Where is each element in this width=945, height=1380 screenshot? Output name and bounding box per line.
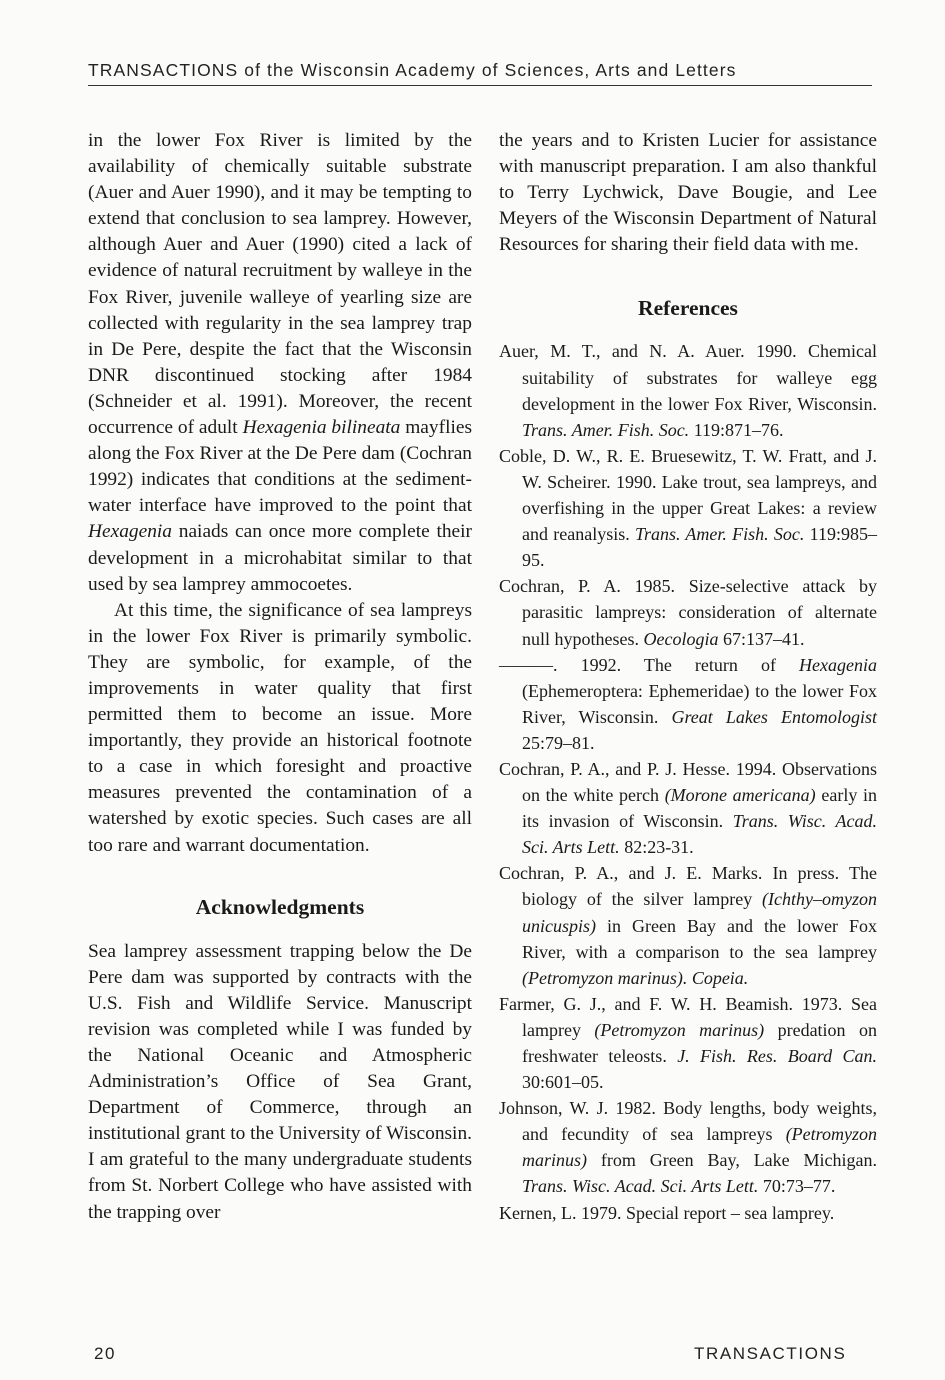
reference-list xyxy=(499,338,877,1225)
reference-italic: Hexagenia xyxy=(799,654,877,675)
reference-italic: (Morone americana) xyxy=(664,785,816,806)
reference-italic: Trans. Amer. Fish. Soc. xyxy=(522,419,690,440)
body-paragraph: At this time, the significance of sea lampreys in the lower Fox River is primarily symbolic. They are symbolic, for example, of the improvements in water quality that first permitted them to become an issue. More importantly, they provide an historical footnote to a case in which foresight and proactive measures prevented the contamination of a watershed by exotic species. Such cases are all too rare and warrant documentation. xyxy=(88,599,472,856)
reference-italic: J. Fish. Res. Board Can. xyxy=(677,1046,877,1066)
reference-text: Farmer, G. J., and F. W. H. Beamish. 1973. Sea lamprey xyxy=(499,993,877,1040)
reference-italic: (Petromyzon marinus) xyxy=(522,1124,877,1171)
reference-text: Cochran, P. A., and J. E. Marks. In press. The biology of the silver lamprey xyxy=(499,863,877,910)
reference-entry xyxy=(499,443,877,573)
reference-text: ———. 1992. The return of xyxy=(499,654,800,675)
reference-entry xyxy=(499,1095,877,1199)
text-run: naiads can once more complete their development in a microhabitat similar to that used by sea lamprey ammocoetes. xyxy=(88,521,472,595)
right-column xyxy=(499,128,877,1226)
reference-text: from Green Bay, Lake Michigan. xyxy=(587,1150,877,1171)
text-run: mayflies along the Fox River at the De Pere dam (Cochran 1992) indicates that conditions at the sediment-water interface have improved to the point that xyxy=(88,417,472,517)
references-heading: References xyxy=(638,296,738,321)
acknowledgments-paragraph: Sea lamprey assessment trapping below the De Pere dam was supported by contracts with the U.S. Fish and Wildlife Service. Manuscript revision was completed while I was funded by the National Oceanic and Atmospheric Administration’s Office of Sea Grant, Department of Commerce, through an institutional grant to the University of Wisconsin. I am grateful to the many undergraduate students from St. Norbert College who have assisted with the trapping over xyxy=(88,940,472,1223)
left-column xyxy=(88,128,472,1226)
reference-italic: Great Lakes Entomologist xyxy=(671,706,878,727)
reference-text: Cochran, P. A. 1985. Size-selective attack by parasitic lampreys: consideration of alternate null hypotheses. xyxy=(499,576,877,649)
reference-text: 119:871–76. xyxy=(689,419,784,440)
reference-text: 70:73–77. xyxy=(758,1176,836,1197)
running-head: TRANSACTIONS of the Wisconsin Academy of Sciences, Arts and Letters xyxy=(88,60,737,80)
reference-text: 82:23-31. xyxy=(619,837,694,858)
reference-entry xyxy=(499,756,877,860)
reference-text: (Ephemeroptera: Ephemeridae) to the lower Fox River, Wisconsin. xyxy=(522,680,877,727)
header-rule xyxy=(88,85,872,86)
reference-text: Cochran, P. A., and P. J. Hesse. 1994. Observations on the white perch xyxy=(499,758,877,806)
reference-text: Johnson, W. J. 1982. Body lengths, body weights, and fecundity of sea lampreys xyxy=(499,1098,877,1145)
reference-text: 30:601–05. xyxy=(522,1072,604,1093)
reference-entry xyxy=(499,1200,877,1226)
reference-text: early in its invasion of Wisconsin. xyxy=(522,785,878,832)
reference-italic: (Ichthy–omyzon unicuspis) xyxy=(522,889,877,936)
reference-italic: Trans. Amer. Fish. Soc. xyxy=(634,524,805,545)
reference-entry xyxy=(499,991,877,1095)
body-paragraph xyxy=(88,128,472,598)
reference-text: predation on freshwater teleosts. xyxy=(522,1019,877,1066)
italic-taxon: Hexagenia bilineata xyxy=(242,417,401,439)
reference-italic: (Petromyzon marinus). Copeia. xyxy=(522,967,749,988)
acknowledgments-continued: the years and to Kristen Lucier for assistance with manuscript preparation. I am also thankful to Terry Lychwick, Dave Bougie, and Lee Meyers of the Wisconsin Department of Natural Resources for sharing their field data with me. xyxy=(499,130,877,256)
journal-footer: TRANSACTIONS xyxy=(694,1344,847,1363)
italic-taxon: Hexagenia xyxy=(88,521,172,543)
acknowledgments-heading: Acknowledgments xyxy=(195,894,365,919)
text-run: in the lower Fox River is limited by the availability of chemically suitable substrate (Auer and Auer 1990), and it may be tempting to extend that conclusion to sea lamprey. However, although Auer and Auer (1990) cited a lack of evidence of natural recruitment by walleye in the Fox River, juvenile walleye of yearling size are collected with regularity in the sea lamprey trap in De Pere, despite the fact that the Wisconsin DNR discontinued stocking after 1984 (Schneider et al. 1991). Moreover, the recent occurrence of adult xyxy=(88,130,472,439)
reference-italic: Trans. Wisc. Acad. Sci. Arts Lett. xyxy=(522,811,877,858)
reference-text: 119:985–95. xyxy=(522,524,877,571)
reference-text: in Green Bay and the lower Fox River, with a comparison to the sea lamprey xyxy=(522,915,877,962)
reference-italic: (Petromyzon marinus) xyxy=(594,1019,765,1040)
reference-italic: Oecologia xyxy=(643,628,719,649)
reference-entry xyxy=(499,860,877,990)
reference-entry xyxy=(499,652,877,756)
page-number: 20 xyxy=(94,1344,117,1363)
reference-text: 25:79–81. xyxy=(522,732,595,753)
reference-entry xyxy=(499,573,877,651)
reference-text: Auer, M. T., and N. A. Auer. 1990. Chemical suitability of substrates for walleye egg development in the lower Fox River, Wisconsin. xyxy=(499,341,877,414)
reference-entry xyxy=(499,338,877,442)
reference-text: Kernen, L. 1979. Special report – sea lamprey. xyxy=(499,1202,835,1223)
reference-text: Coble, D. W., R. E. Bruesewitz, T. W. Fratt, and J. W. Scheirer. 1990. Lake trout, sea lampreys, and overfishing in the upper Great Lakes: a review and reanalysis. xyxy=(499,445,877,545)
reference-italic: Trans. Wisc. Acad. Sci. Arts Lett. xyxy=(522,1176,759,1197)
reference-text: 67:137–41. xyxy=(718,628,805,649)
